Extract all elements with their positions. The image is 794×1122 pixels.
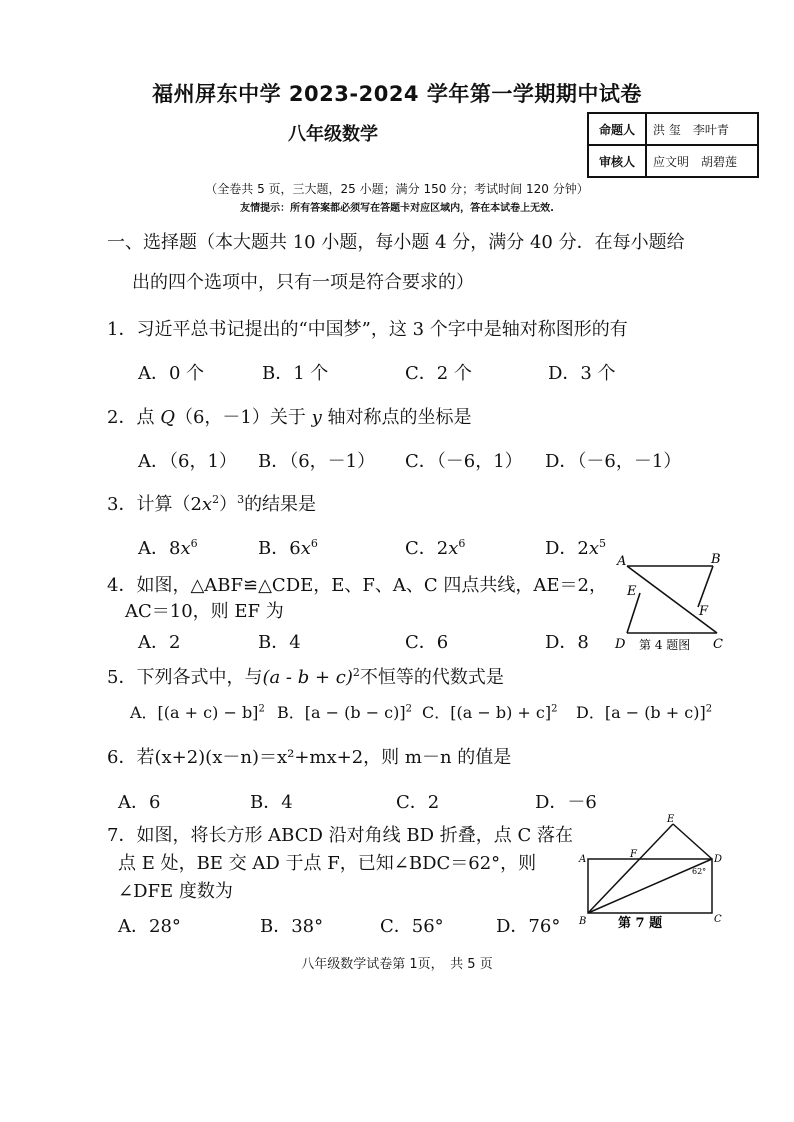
q4-option-c: C．6 bbox=[405, 632, 449, 653]
q4-option-a: A．2 bbox=[138, 632, 181, 653]
q7-option-d: D．76° bbox=[496, 916, 561, 937]
q3-exp-inner: 2 bbox=[212, 493, 220, 506]
q5-option-a: A．$[(a + c) - b]^2$ bbox=[130, 703, 265, 722]
q3-option-c: C．$2x^6$ bbox=[405, 537, 466, 559]
q5-stem bbox=[107, 663, 504, 689]
q7-stem-line3: ∠DFE 度数为 bbox=[118, 881, 233, 902]
q6-option-d: D．－6 bbox=[535, 792, 597, 813]
staff-role: 审核人 bbox=[588, 145, 646, 177]
section1-heading-line2: 出的四个选项中，只有一项是符合要求的） bbox=[132, 272, 474, 293]
q5-stem-post: 不恒等的代数式是 bbox=[359, 667, 504, 688]
q7-stem-line1: 7．如图，将长方形 ABCD 沿对角线 BD 折叠，点 C 落在 bbox=[107, 825, 573, 846]
q4-figure bbox=[605, 545, 740, 657]
fig4-label-f: F bbox=[699, 604, 709, 619]
q4-stem-line1: 4．如图，△ABF≌△CDE，E、F、A、C 四点共线，AE＝2， bbox=[107, 575, 607, 596]
q2-stem-mid: （6，－1）关于 bbox=[174, 407, 312, 428]
q5-option-c: C．$[(a - b) + c]^2$ bbox=[422, 703, 558, 722]
q3-stem-post: 的结果是 bbox=[244, 494, 317, 515]
q6-option-a: A．6 bbox=[118, 792, 161, 813]
fig4-label-d: D bbox=[615, 637, 626, 652]
staff-role: 命题人 bbox=[588, 113, 646, 145]
exam-tip: 友情提示：所有答案都必须写在答题卡对应区域内，答在本试卷上无效. bbox=[240, 203, 554, 214]
q3-exp-outer: 3 bbox=[237, 493, 245, 506]
q6-stem: 6．若(x+2)(x－n)＝x²+mx+2，则 m－n 的值是 bbox=[107, 747, 512, 768]
exam-title: 福州屏东中学 2023-2024 学年第一学期期中试卷 bbox=[152, 82, 642, 106]
q5-expr-exp: 2 bbox=[352, 666, 360, 679]
fig4-label-a: A bbox=[617, 554, 627, 569]
q2-stem bbox=[107, 403, 472, 429]
q7-stem-line2: 点 E 处，BE 交 AD 于点 F，已知∠BDC＝62°，则 bbox=[118, 853, 537, 874]
fig7-label-f: F bbox=[630, 849, 637, 860]
q2-stem-pre: 2．点 bbox=[107, 407, 161, 428]
exam-subtitle: 八年级数学 bbox=[288, 124, 378, 145]
fig7-caption: 第 7 题 bbox=[618, 916, 663, 931]
q7-option-a: A．28° bbox=[118, 916, 181, 937]
staff-row bbox=[588, 145, 758, 177]
q2-var-y: y bbox=[311, 407, 322, 428]
q3-option-a: A．$8x^6$ bbox=[138, 537, 198, 559]
q3-stem-mid: ） bbox=[219, 494, 238, 515]
q2-stem-post: 轴对称点的坐标是 bbox=[321, 407, 472, 428]
staff-names: 洪 玺 李叶青 bbox=[646, 113, 758, 145]
q5-stem-pre: 5．下列各式中，与 bbox=[107, 667, 263, 688]
q3-var: x bbox=[201, 494, 213, 515]
q2-var-q: Q bbox=[160, 407, 175, 428]
q3-stem bbox=[107, 490, 316, 516]
staff-names: 应文明 胡碧莲 bbox=[646, 145, 758, 177]
q5-option-d: D．$[a - (b + c)]^2$ bbox=[576, 703, 713, 722]
fig4-label-e: E bbox=[627, 584, 637, 599]
staff-row bbox=[588, 113, 758, 145]
q7-figure bbox=[578, 812, 728, 934]
q3-stem-pre: 3．计算（2 bbox=[107, 494, 202, 515]
section1-heading-line1: 一、选择题（本大题共 10 小题，每小题 4 分，满分 40 分．在每小题给 bbox=[107, 232, 685, 253]
fig7-label-b: B bbox=[579, 916, 587, 927]
q1-option-d: D．3 个 bbox=[548, 363, 616, 384]
staff-table bbox=[587, 112, 759, 178]
q3-option-b: B．$6x^6$ bbox=[258, 537, 318, 559]
q3-option-d: D．$2x^5$ bbox=[545, 537, 607, 559]
q1-option-a: A．0 个 bbox=[138, 363, 205, 384]
fig7-label-d: D bbox=[714, 854, 723, 865]
q2-option-a: A．（6，1） bbox=[138, 451, 237, 472]
fig4-label-c: C bbox=[713, 637, 723, 652]
page-footer: 八年级数学试卷第 1页， 共 5 页 bbox=[301, 957, 493, 972]
fig4-label-b: B bbox=[711, 552, 721, 567]
fig7-angle-label: 62° bbox=[692, 867, 707, 876]
q1-option-c: C．2 个 bbox=[405, 363, 472, 384]
q4-option-d: D．8 bbox=[545, 632, 589, 653]
q1-option-b: B．1 个 bbox=[262, 363, 329, 384]
q2-option-d: D．（－6，－1） bbox=[545, 451, 682, 472]
fig7-label-a: A bbox=[579, 854, 587, 865]
fig7-label-c: C bbox=[714, 914, 722, 925]
q4-stem-line2: AC＝10，则 EF 为 bbox=[125, 601, 284, 622]
q7-option-b: B．38° bbox=[260, 916, 324, 937]
q7-option-c: C．56° bbox=[380, 916, 444, 937]
q6-option-b: B．4 bbox=[250, 792, 293, 813]
q6-option-c: C．2 bbox=[396, 792, 440, 813]
q5-expr: (a - b + c) bbox=[262, 667, 353, 688]
fig7-label-e: E bbox=[667, 814, 675, 825]
exam-info: （全卷共 5 页，三大题，25 小题；满分 150 分；考试时间 120 分钟） bbox=[205, 182, 589, 196]
q1-stem: 1．习近平总书记提出的“中国梦”，这 3 个字中是轴对称图形的有 bbox=[107, 319, 628, 340]
q2-option-c: C．（－6，1） bbox=[405, 451, 523, 472]
q5-option-b: B．$[a - (b - c)]^2$ bbox=[277, 703, 413, 722]
q4-option-b: B．4 bbox=[258, 632, 301, 653]
q2-option-b: B．（6，－1） bbox=[258, 451, 376, 472]
fig4-caption: 第 4 题图 bbox=[639, 638, 691, 652]
